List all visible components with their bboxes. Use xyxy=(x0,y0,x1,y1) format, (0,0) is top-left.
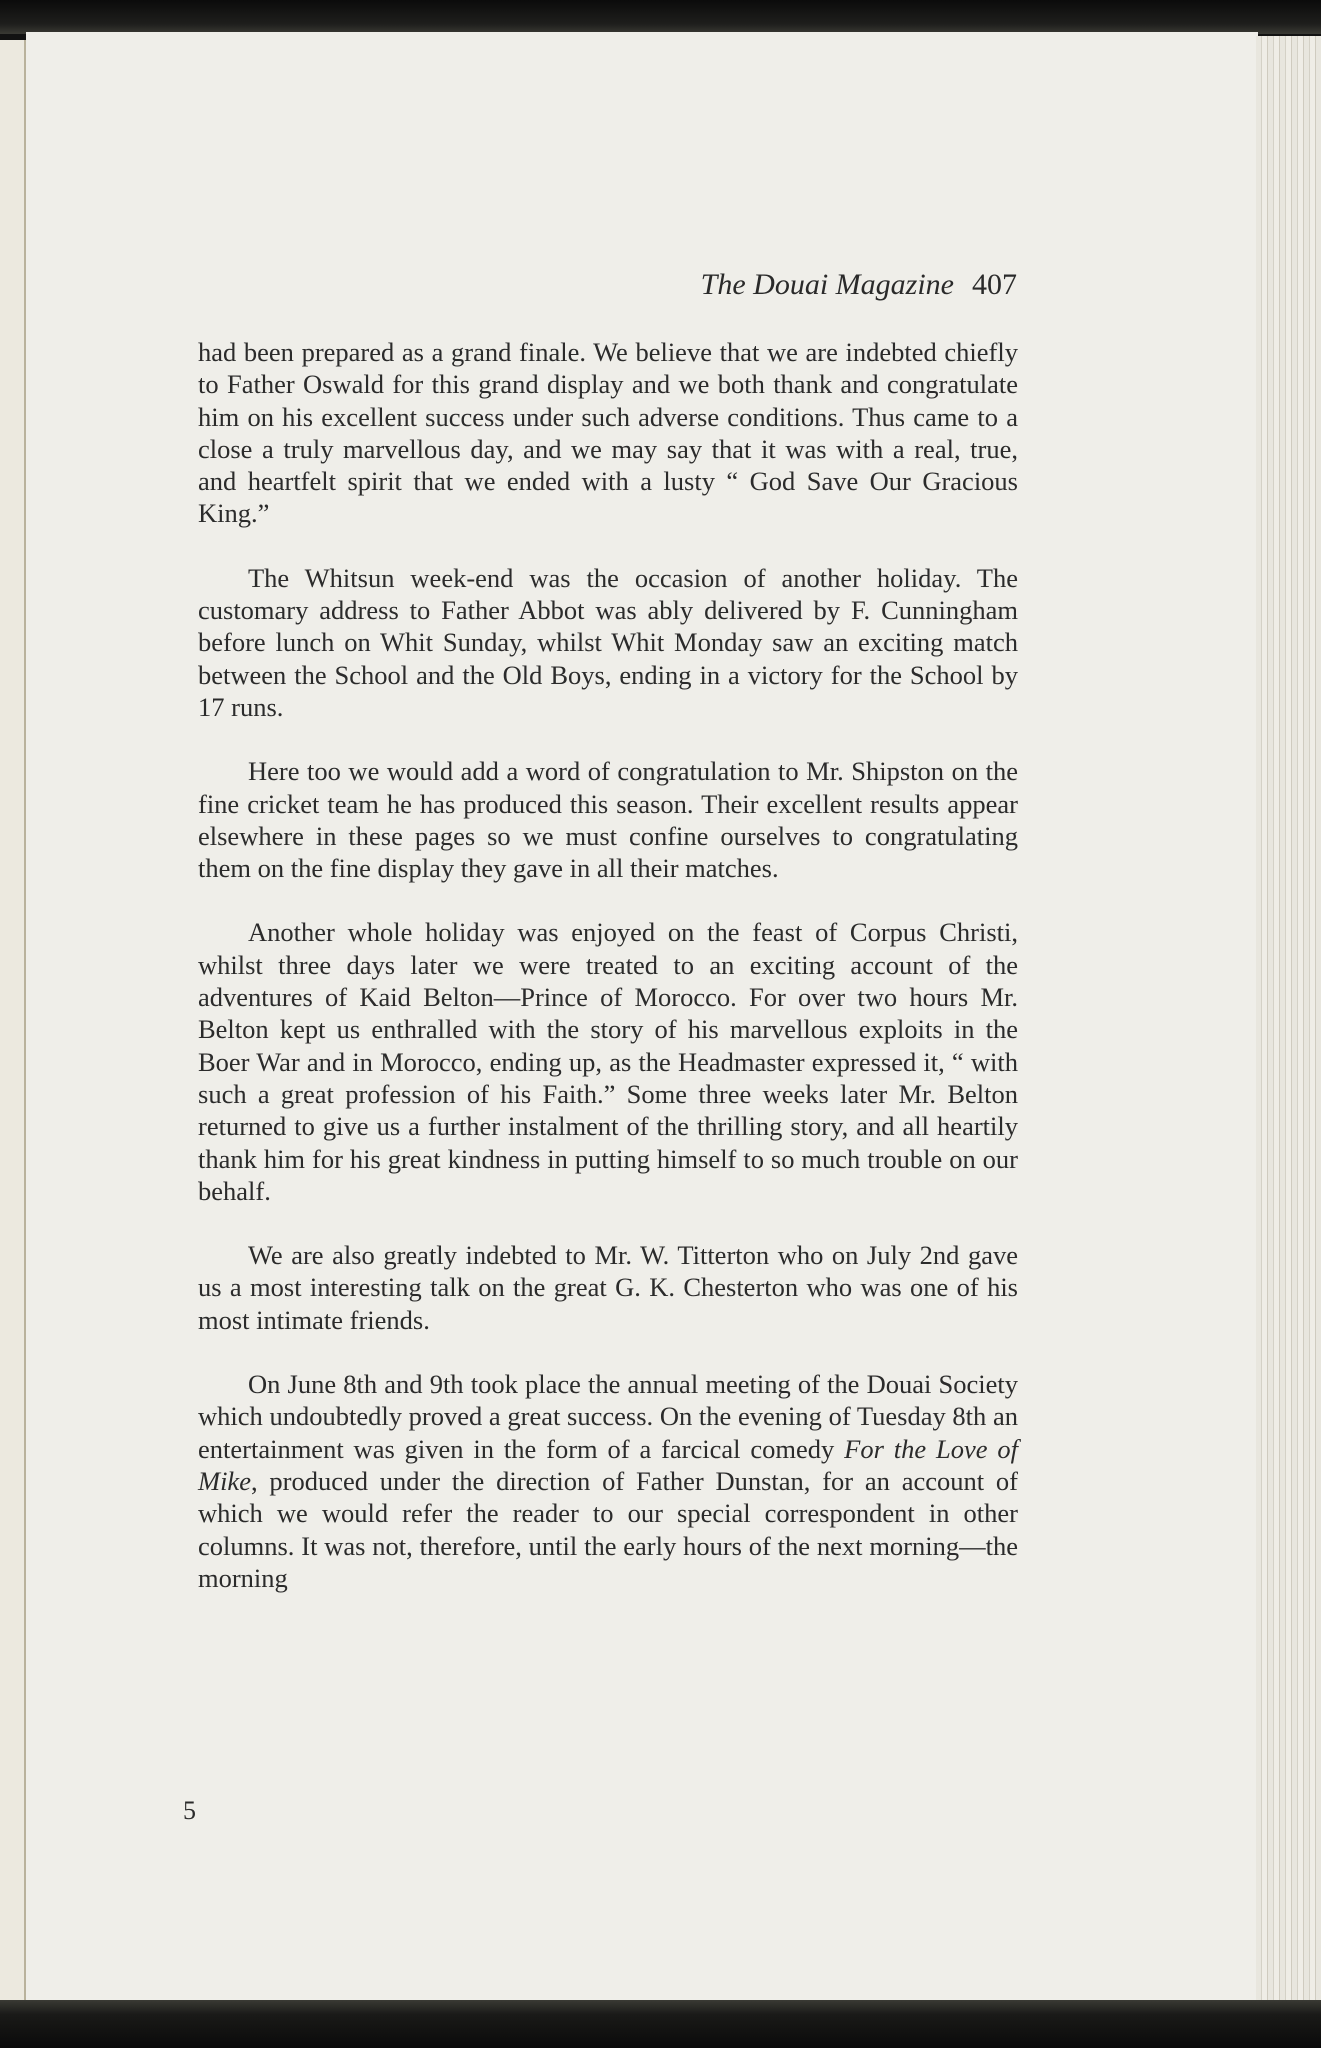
page-number: 407 xyxy=(972,268,1017,301)
play-title: For the Love of Mike xyxy=(198,1433,1019,1496)
paragraph-titterton: We are also greatly indebted to Mr. W. Titterton who on July 2nd gave us a most interesting talk on the great G. K. Chesterton who was one of his most intimate friends. xyxy=(198,1240,1018,1335)
paragraph-douai-society xyxy=(198,1368,1018,1594)
page-edges xyxy=(1256,36,1321,2000)
book-binding-top xyxy=(0,0,1321,34)
paragraph-continued: had been prepared as a grand finale. We believe that we are indebted chiefly to Father Oswald for this grand display and we both thank and congratulate him on his excellent success under such adverse conditions. Thus came to a close a truly marvellous day, and we may say that it was with a real, true, and heartfelt spirit that we ended with a lusty “ God Save Our Gracious King.” xyxy=(198,337,1018,529)
running-head xyxy=(620,268,1017,302)
facing-page-edge xyxy=(0,40,26,2002)
paragraph-whitsun: The Whitsun week-end was the occasion of another holiday. The customary address to Father Abbot was ably delivered by F. Cunningham before lunch on Whit Sunday, whilst Whit Monday saw an exciting match between the School and the Old Boys, ending in a victory for the School by 17 runs. xyxy=(198,562,1018,722)
paragraph-cricket: Here too we would add a word of congratulation to Mr. Shipston on the fine cricket team he has produced this season. Their excellent results appear elsewhere in these pages so we must confine ourselves to congratulating them on the fine display they gave in all their matches. xyxy=(198,756,1018,884)
article-body xyxy=(198,336,1018,1626)
book-binding-bottom xyxy=(0,2000,1321,2048)
magazine-title: The Douai Magazine xyxy=(700,268,954,301)
signature-mark: 5 xyxy=(183,1796,196,1825)
paragraph-text-b: , produced under the direction of Father Dunstan, for an account of which we would refer the reader to our special correspondent in other columns. It was not, therefore, until the early hours of the next morning—the morning xyxy=(198,1465,1018,1593)
paragraph-text-a: On June 8th and 9th took place the annual meeting of the Douai Society which undoubtedly proved a great success. On the evening of Tuesday 8th an entertainment was given in the form of a farcical comedy xyxy=(198,1369,1018,1464)
paragraph-corpus-christi: Another whole holiday was enjoyed on the feast of Corpus Christi, whilst three days later we were treated to an exciting account of the adventures of Kaid Belton—Prince of Morocco. For over two hours Mr. Belton kept us enthralled with the story of his marvellous exploits in the Boer War and in Morocco, ending up, as the Headmaster expressed it, “ with such a great profession of his Faith.” Some three weeks later Mr. Belton returned to give us a further instalment of the thrilling story, and all heartily thank him for his great kindness in putting himself to so much trouble on our behalf. xyxy=(198,917,1018,1206)
